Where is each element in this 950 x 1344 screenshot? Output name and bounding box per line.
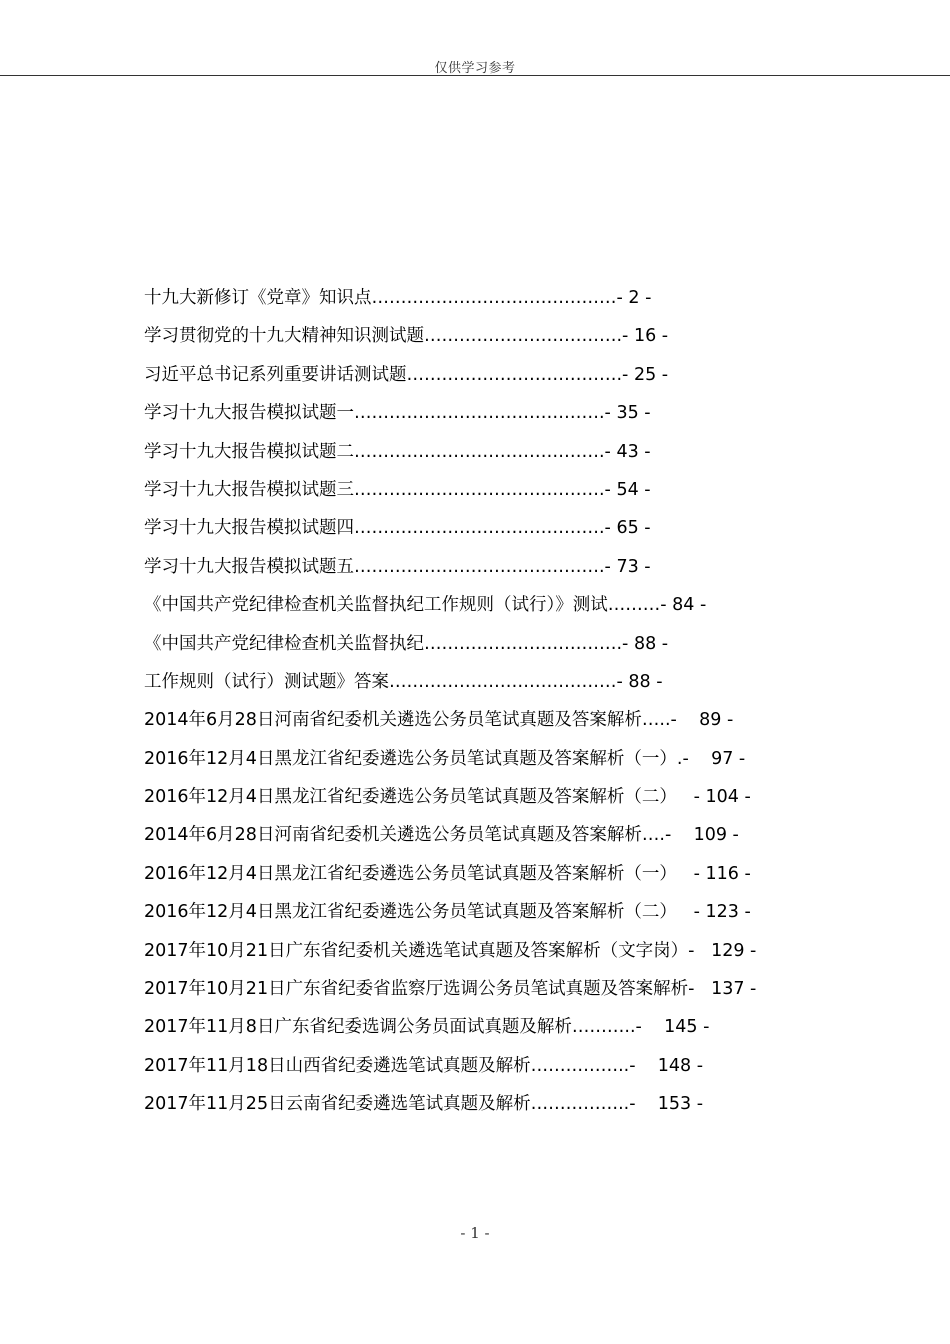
toc-entry: 2017年10月21日广东省纪委省监察厅选调公务员笔试真题及答案解析- 137 - [144, 979, 757, 1000]
table-of-contents [144, 284, 844, 1129]
page-number: - 1 - [460, 1224, 490, 1242]
toc-entry: 《中国共产党纪律检查机关监督执纪…………………………….- 88 - [144, 633, 669, 654]
header-divider [0, 75, 950, 76]
toc-entry: 2017年11月18日山西省纪委遴选笔试真题及解析……………..- 148 - [144, 1055, 704, 1076]
toc-entry: 学习十九大报告模拟试题三…………………………………….- 54 - [144, 479, 651, 500]
toc-entry: 2017年11月8日广东省纪委选调公务员面试真题及解析………..- 145 - [144, 1017, 710, 1038]
toc-entry: 2016年12月4日黑龙江省纪委遴选公务员笔试真题及答案解析（一） - 116 - [144, 863, 751, 884]
toc-entry: 2017年11月25日云南省纪委遴选笔试真题及解析……………..- 153 - [144, 1094, 704, 1115]
toc-entry: 学习十九大报告模拟试题四…………………………………….- 65 - [144, 518, 651, 539]
toc-entry: 学习十九大报告模拟试题二…………………………………….- 43 - [144, 441, 651, 462]
toc-entry: 学习十九大报告模拟试题五…………………………………….- 73 - [144, 556, 651, 577]
toc-entry: 2014年6月28日河南省纪委机关遴选公务员笔试真题及答案解析…..- 89 - [144, 710, 734, 731]
page-header: 仅供学习参考 [434, 61, 516, 76]
toc-entry: 十九大新修订《党章》知识点……………………………………- 2 - [144, 288, 652, 308]
toc-entry: 学习贯彻党的十九大精神知识测试题…………………………….- 16 - [144, 326, 669, 347]
toc-entry: 工作规则（试行）测试题》答案…………………………………- 88 - [144, 671, 663, 692]
toc-entry: 2014年6月28日河南省纪委机关遴选公务员笔试真题及答案解析….- 109 - [144, 825, 739, 846]
toc-entry: 《中国共产党纪律检查机关监督执纪工作规则（试行）》测试………- 84 - [144, 595, 707, 616]
toc-entry: 2016年12月4日黑龙江省纪委遴选公务员笔试真题及答案解析（一）.- 97 - [144, 748, 746, 769]
toc-entry: 2016年12月4日黑龙江省纪委遴选公务员笔试真题及答案解析（二） - 104 - [144, 787, 751, 808]
toc-entry: 2016年12月4日黑龙江省纪委遴选公务员笔试真题及答案解析（二） - 123 - [144, 902, 751, 923]
toc-entry: 学习十九大报告模拟试题一…………………………………….- 35 - [144, 403, 651, 424]
toc-entry: 2017年10月21日广东省纪委机关遴选笔试真题及答案解析（文字岗）- 129 - [144, 940, 757, 961]
toc-entry: 习近平总书记系列重要讲话测试题……………………………….- 25 - [144, 364, 669, 385]
